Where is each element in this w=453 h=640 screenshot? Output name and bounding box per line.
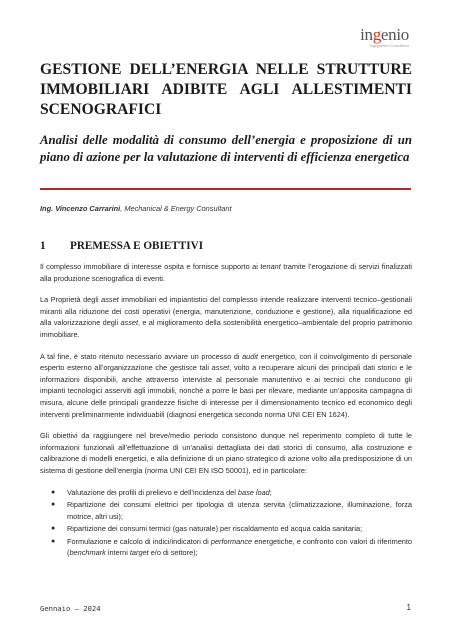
- bullet-list: [40, 487, 412, 560]
- bullet-icon: ●: [51, 525, 56, 533]
- section-number: 1: [40, 240, 46, 252]
- bullet-icon: ●: [51, 488, 56, 496]
- logo-wordmark: ingenio: [360, 25, 409, 44]
- logo-tagline: Ingegneria e Consulenza: [370, 44, 409, 48]
- list-item: ● Ripartizione dei consumi termici (gas naturale) per riscaldamento ed acqua calda sanitaria;: [51, 524, 363, 534]
- bullet-icon: ●: [51, 537, 56, 545]
- paragraph: Gli obiettivi da raggiungere nel breve/medio periodo consistono dunque nel reperimento completo di tutte le informazioni funzionali all’effettuazione di un’analisi dettagliata dei dati storici di consumo, alla costruzione e calibrazione di modelli energetici, e alla definizione di un piano strategico di azione volto alla predisposizione di un sistema di gestione dell’energia (norma UNI CEI EN ISO 50001), ed in particolare:: [40, 431, 412, 475]
- list-item: ● Formulazione e calcolo di indici/indicatori di performance energetiche, e confronto con valori di riferimento (benchmark interni target e/o di settore);: [51, 536, 412, 558]
- list-item: ● Ripartizione dei consumi elettrici per tipologia di utenza servita (climatizzazione, illuminazione, forza motrice, altri usi);: [51, 500, 412, 521]
- page-number: 1: [406, 603, 411, 612]
- list-item: ● Valutazione dei profili di prelievo e dell’incidenza del base load;: [51, 487, 272, 497]
- logo: [360, 26, 409, 49]
- paragraph: A tal fine, è stato ritenuto necessario avviare un processo di audit energetico, con il coinvolgimento di personale esperto esterno all’organizzazione che gestisce tali asset, volto a recuperare alcuni dei principali dati storici e le informazioni disponibili, anche attraverso interviste al personale manutentivo e ai tecnici che conducono gli impianti tecnologici asserviti agli immobili, nonché a porre le basi per rilevare, mediante un’apposita campagna di misura, alcune delle principali grandezze fisiche di interesse per il dimensionamento tecnico ed economico degli interventi preliminarmente individuabili (diagnosi energetica secondo norma UNI CEI EN 1624).: [40, 351, 413, 419]
- section-heading: [40, 240, 203, 252]
- document-subtitle: Analisi delle modalità di consumo dell’energia e proposizione di un piano di azione per la valutazione di interventi di efficienza energetica: [40, 133, 412, 164]
- paragraph: La Proprietà degli asset immobiliari ed impiantistici del complesso intende realizzare interventi tecnico–gestionali miranti alla riduzione dei costi operativi (energia, manutenzione, conduzione e gestione), alla riqualificazione ed alla valorizzazione degli asset, e al miglioramento della sostenibilità energetico–ambientale del proprio patrimonio immobiliare.: [40, 295, 412, 339]
- footer-date: Gennaio – 2024: [40, 604, 101, 613]
- document-title: GESTIONE DELL’ENERGIA NELLE STRUTTURE IMMOBILIARI ADIBITE AGLI ALLESTIMENTI SCENOGRAFICI: [40, 61, 412, 118]
- author-role: , Mechanical & Energy Consultant: [120, 204, 232, 213]
- title-divider: [40, 188, 411, 190]
- bullet-icon: ●: [51, 501, 56, 509]
- author-name: Ing. Vincenzo Carrarini: [40, 204, 121, 213]
- paragraph: Il complesso immobiliare di interesse ospita e fornisce supporto ai tenant tramite l’erogazione di servizi finalizzati alla produzione scenografica di eventi.: [40, 262, 412, 283]
- body-text: [40, 261, 412, 560]
- author-line: [40, 204, 232, 213]
- section-title: PREMESSA E OBIETTIVI: [70, 240, 204, 252]
